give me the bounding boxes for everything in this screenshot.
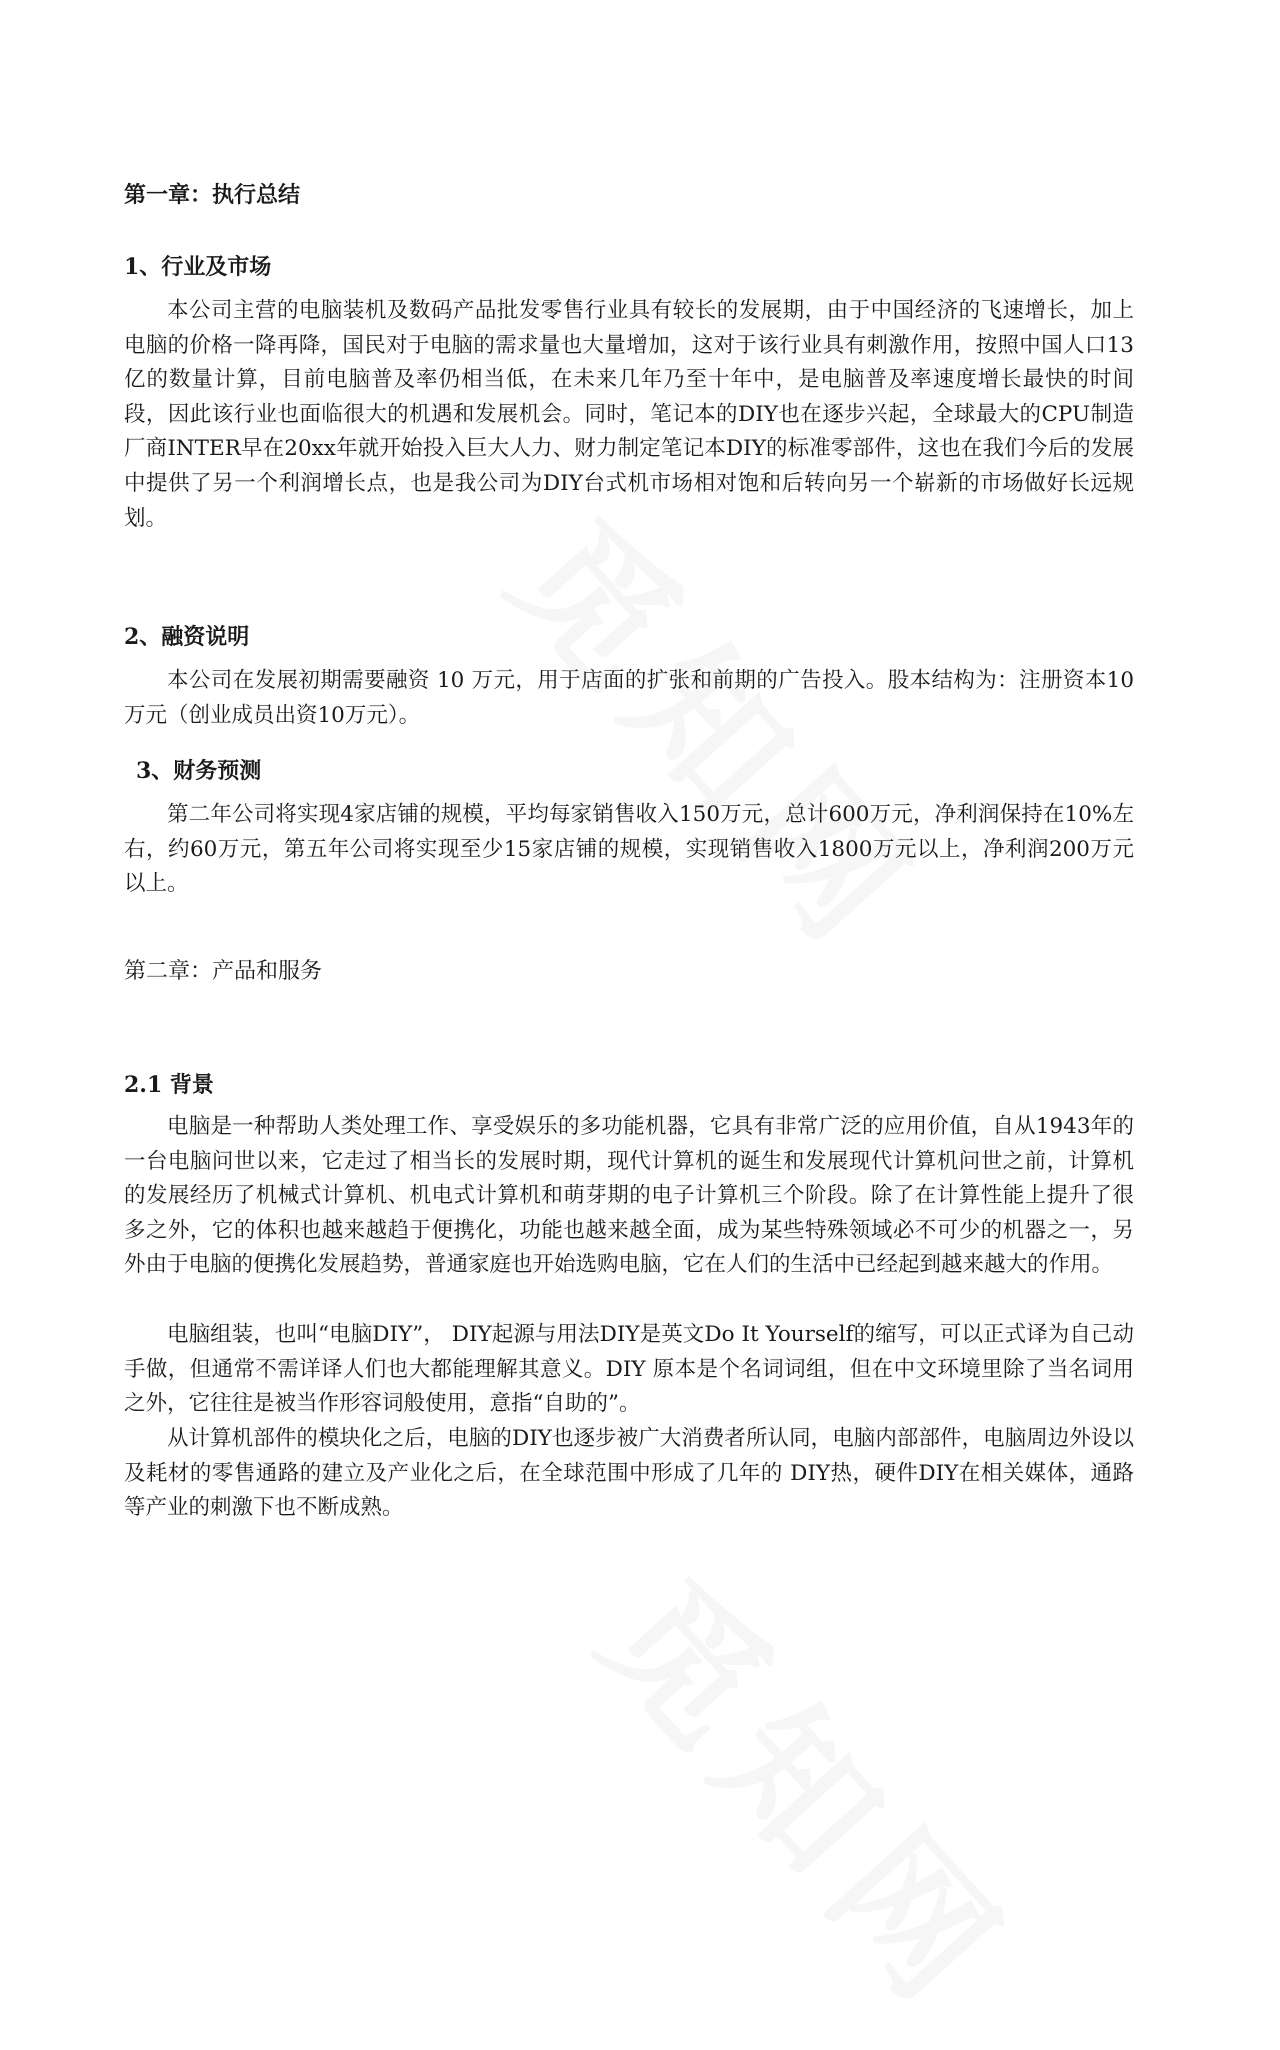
chapter2-title: 第二章：产品和服务 [124, 959, 323, 984]
section-background-paragraph-2: 电脑组装，也叫“电脑DIY”， DIY起源与用法DIY是英文Do It Yourself的缩写，可以正式译为自己动手做，但通常不需详译人们也大都能理解其意义。DIY 原本是个名词词组，但在中文环境里除了当名词用之外，它往往是被当作形容词般使用，意指“自助的”。 [124, 1322, 1134, 1417]
section-background-title: 2.1 背景 [124, 1072, 214, 1098]
section-financing-paragraph: 本公司在发展初期需要融资 10 万元，用于店面的扩张和前期的广告投入。股本结构为：注册资本10万元（创业成员出资10万元）。 [124, 668, 1134, 728]
watermark-secondary [564, 1526, 1066, 2050]
chapter1-title: 第一章：执行总结 [124, 182, 301, 208]
section-background-paragraph-3: 从计算机部件的模块化之后，电脑的DIY也逐步被广大消费者所认同，电脑内部部件，电脑周边外设以及耗材的零售通路的建立及产业化之后，在全球范围中形成了几年的 DIY热，硬件DIY在相关媒体，通路等产业的刺激下也不断成熟。 [124, 1426, 1134, 1521]
section-financing-title: 2、融资说明 [124, 624, 250, 650]
section-finance-forecast-title: 3、财务预测 [136, 758, 262, 784]
section-industry-market-title: 1、行业及市场 [124, 254, 272, 280]
section-finance-forecast-paragraph: 第二年公司将实现4家店铺的规模，平均每家销售收入150万元，总计600万元，净利润保持在10%左右，约60万元，第五年公司将实现至少15家店铺的规模，实现销售收入1800万元以上，净利润200万元以上。 [124, 802, 1134, 897]
section-industry-market-paragraph: 本公司主营的电脑装机及数码产品批发零售行业具有较长的发展期，由于中国经济的飞速增长，加上电脑的价格一降再降，国民对于电脑的需求量也大量增加，这对于该行业具有刺激作用，按照中国人口13亿的数量计算，目前电脑普及率仍相当低，在未来几年乃至十年中，是电脑普及率速度增长最快的时间段，因此该行业也面临很大的机遇和发展机会。同时，笔记本的DIY也在逐步兴起，全球最大的CPU制造厂商INTER早在20xx年就开始投入巨大人力、财力制定笔记本DIY的标准零部件，这也在我们今后的发展中提供了另一个利润增长点，也是我公司为DIY台式机市场相对饱和后转向另一个崭新的市场做好长远规划。 [124, 298, 1134, 531]
section-background-paragraph-1: 电脑是一种帮助人类处理工作、享受娱乐的多功能机器，它具有非常广泛的应用价值，自从1943年的一台电脑问世以来，它走过了相当长的发展时期，现代计算机的诞生和发展现代计算机问世之前，计算机的发展经历了机械式计算机、机电式计算机和萌芽期的电子计算机三个阶段。除了在计算性能上提升了很多之外，它的体积也越来越趋于便携化，功能也越来越全面，成为某些特殊领域必不可少的机器之一，另外由于电脑的便携化发展趋势，普通家庭也开始选购电脑，它在人们的生活中已经起到越来越大的作用。 [124, 1114, 1134, 1278]
